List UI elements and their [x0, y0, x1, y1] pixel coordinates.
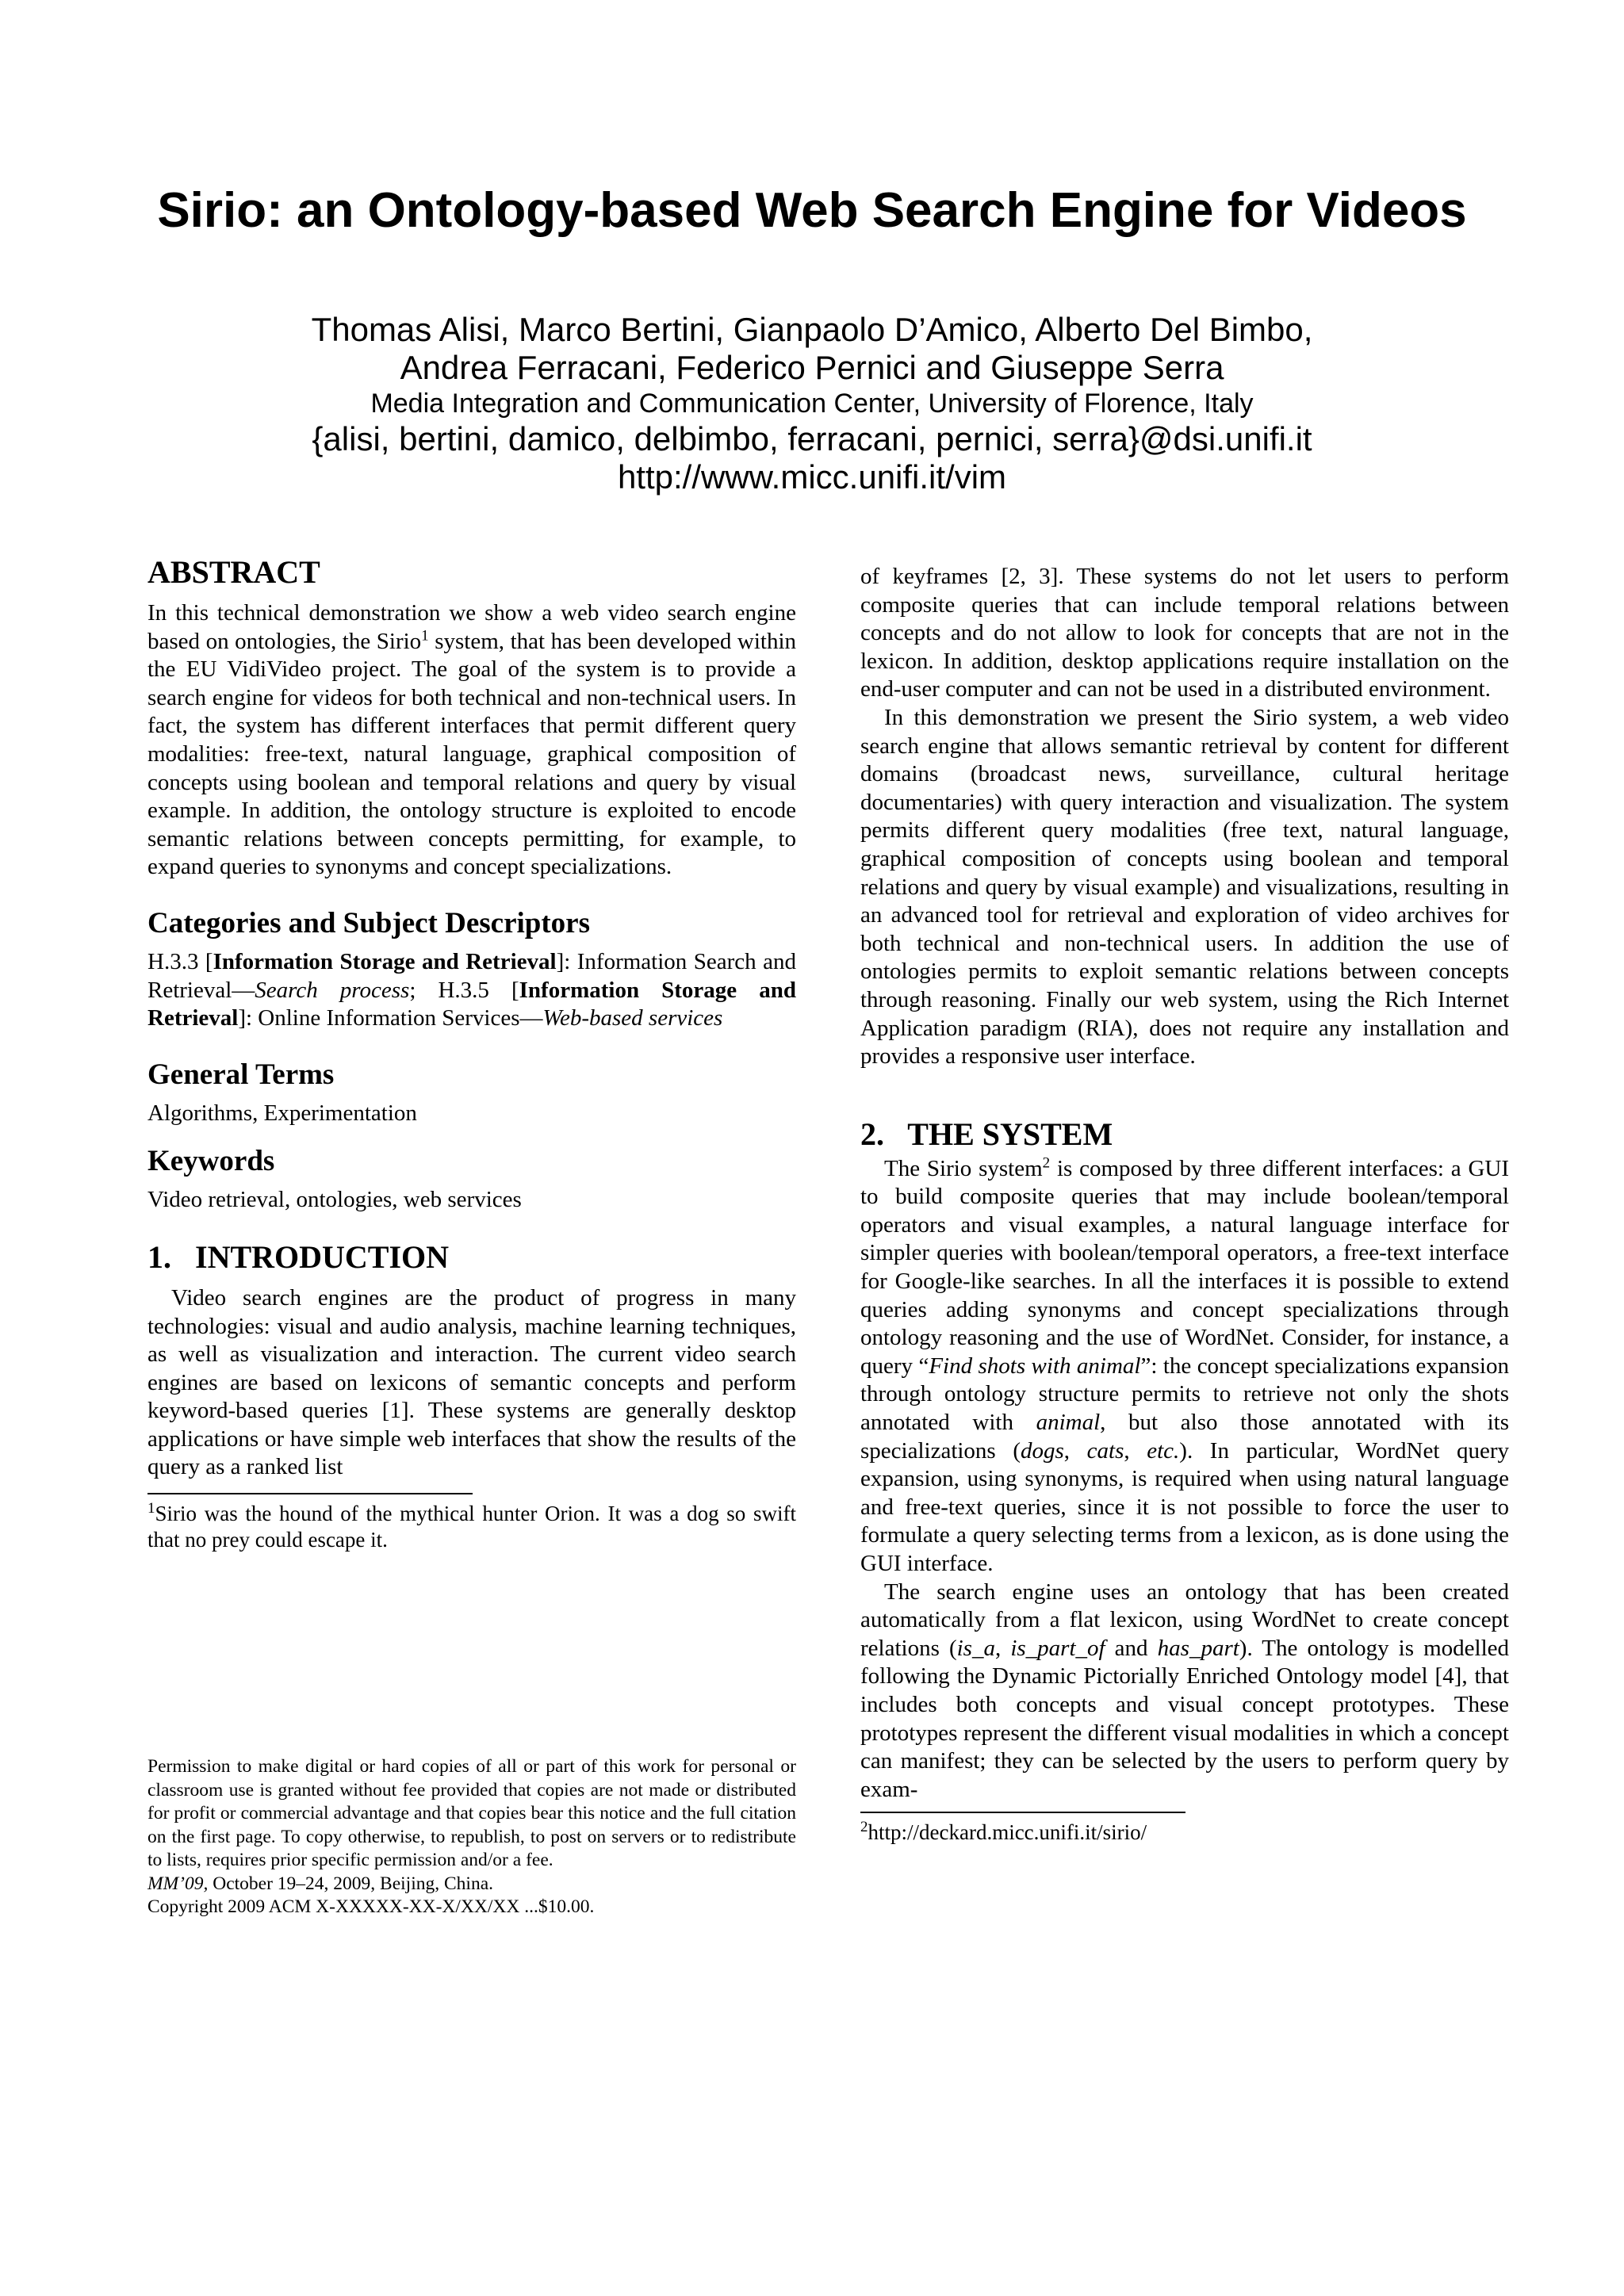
permission-block	[147, 1755, 796, 1919]
keywords-section	[147, 1145, 796, 1215]
term-etc: etc.	[1147, 1437, 1180, 1464]
introduction-section	[147, 1240, 796, 1482]
categories-bold-term: Information Storage and Retrieval	[147, 977, 796, 1031]
system-p1-part: is composed by three different interfaces: a GUI to build composite queries that may include boolean/temporal operators and visual examples, a natural language interface for simpler queries with boolean/temporal operators, a free-text interface for Google-like searches. In all the interfaces it is possible to extend queries adding synonyms and concept specializations through ontology reasoning and the use of WordNet. Consider, for instance, a query “	[860, 1155, 1509, 1379]
system-section	[860, 1117, 1509, 1804]
footnote-marker-1: 1	[421, 626, 429, 644]
system-heading: 2. THE SYSTEM	[860, 1115, 1113, 1152]
introduction-paragraph-2: In this demonstration we present the Sirio system, a web video search engine that allows semantic retrieval by content for different domains (broadcast news, surveillance, cultural heritage documentaries) with query interaction and visualization. The system permits different query modalities (free text, natural language, graphical composition of concepts using boolean and temporal relations and query by visual example) and visualizations, resulting in an advanced tool for retrieval and exploration of video archives for both technical and non-technical users. In addition the use of ontologies permits to exploit semantic relations between concepts through reasoning. Finally our web system, using the Rich Internet Application paradigm (RIA), does not require any installation and provides a responsive user interface.	[860, 704, 1509, 1070]
system-p2-part: The search engine uses an ontology that has been created automatically from a flat lexicon, using WordNet to create concept relations (	[860, 1578, 1509, 1661]
term-dogs: dogs	[1020, 1437, 1064, 1464]
system-paragraph-2	[860, 1578, 1509, 1804]
keywords-text: Video retrieval, ontologies, web services	[147, 1187, 522, 1213]
term-cats: cats	[1086, 1437, 1124, 1464]
categories-text	[147, 948, 796, 1033]
categories-part: H.3.3 [	[147, 948, 213, 974]
abstract-text	[147, 599, 796, 882]
venue-line	[147, 1873, 796, 1896]
system-p1-part: ”: the concept specializations expansion through ontology structure permits to retrieve not only the shots annotated with	[860, 1353, 1509, 1436]
abstract-section	[147, 555, 796, 882]
venue-details: October 19–24, 2009, Beijing, China.	[208, 1873, 493, 1894]
author-emails: {alisi, bertini, damico, delbimbo, ferracani, pernici, serra}@dsi.unifi.it	[312, 420, 1312, 457]
system-p2-separator: ,	[994, 1635, 1011, 1661]
right-column	[860, 563, 1509, 1846]
relation-is-a: is_a	[956, 1635, 995, 1661]
abstract-heading: ABSTRACT	[147, 554, 320, 590]
copyright-line: Copyright 2009 ACM X-XXXXX-XX-X/XX/XX ...$10.00.	[147, 1896, 595, 1917]
categories-section	[147, 907, 796, 1033]
term-animal: animal	[1036, 1410, 1101, 1436]
paper-title: Sirio: an Ontology-based Web Search Engine for Videos	[157, 183, 1467, 238]
introduction-paragraph-1-continued: of keyframes [2, 3]. These systems do not let users to perform composite queries that can include temporal relations between concepts and do not allow to look for concepts that are not in the lexicon. In addition, desktop applications require installation on the end-user computer and can not be used in a distributed environment.	[860, 564, 1509, 702]
author-url: http://www.micc.unifi.it/vim	[617, 458, 1007, 496]
venue-name: MM’09,	[147, 1873, 209, 1894]
categories-italic-term: Web-based services	[542, 1005, 723, 1031]
system-p1-part: , but also those annotated with its specializations (	[860, 1410, 1509, 1464]
footnote-rule	[860, 1812, 1185, 1813]
relation-has-part: has_part	[1157, 1635, 1239, 1661]
left-column	[147, 555, 796, 1553]
footnote-2	[860, 1820, 1509, 1846]
relation-is-part-of: is_part_of	[1010, 1635, 1105, 1661]
system-p1-separator: ,	[1063, 1437, 1087, 1464]
categories-italic-term: Search process	[255, 977, 410, 1003]
introduction-heading: 1. INTRODUCTION	[147, 1238, 450, 1275]
footnote-rule	[147, 1493, 473, 1494]
author-names-line-1: Thomas Alisi, Marco Bertini, Gianpaolo D’Amico, Alberto Del Bimbo,	[311, 311, 1313, 348]
general-terms-text: Algorithms, Experimentation	[147, 1100, 417, 1126]
system-p1-separator: ,	[1124, 1437, 1147, 1464]
categories-heading: Categories and Subject Descriptors	[147, 906, 590, 939]
system-p1-part: The Sirio system	[884, 1155, 1043, 1181]
categories-part: ]: Online Information Services—	[238, 1005, 543, 1031]
introduction-paragraph-1: Video search engines are the product of progress in many technologies: visual and audio analysis, machine learning techniques, as well as visualization and interaction. The current video search engines are based on lexicons of semantic concepts and perform keyword-based queries [1]. These systems are generally desktop applications or have simple web interfaces that show the results of the query as a ranked list	[147, 1284, 796, 1480]
general-terms-section	[147, 1058, 796, 1128]
permission-text: Permission to make digital or hard copies of all or part of this work for personal or classroom use is granted without fee provided that copies are not made or distributed for profit or commercial advantage and that copies bear this notice and the full citation on the first page. To copy otherwise, to republish, to post on servers or to redistribute to lists, requires prior specific permission and/or a fee.	[147, 1756, 796, 1870]
abstract-text-part-a: In this technical demonstration we show a web video search engine based on ontologies, the Sirio	[147, 600, 796, 654]
system-paragraph-1	[860, 1155, 1509, 1578]
system-p2-part: ). The ontology is modelled following the Dynamic Pictorially Enriched Ontology model [4], that includes both concepts and visual concept prototypes. These prototypes represent the different visual modalities in which a concept can manifest; they can be selected by the users to perform query by exam-	[860, 1635, 1510, 1802]
abstract-text-part-b: system, that has been developed within the EU VidiVideo project. The goal of the system is to provide a search engine for videos for both technical and non-technical users. In fact, the system has different interfaces that permit different query modalities: free-text, natural language, graphical composition of concepts using boolean and temporal relations and query by visual example. In addition, the ontology structure is exploited to encode semantic relations between concepts permitting, for example, to expand queries to synonyms and concept specializations.	[147, 628, 796, 880]
general-terms-heading: General Terms	[147, 1058, 335, 1091]
categories-part: ; H.3.5 [	[409, 977, 519, 1003]
author-block	[0, 311, 1624, 496]
categories-bold-term: Information Storage and Retrieval	[213, 948, 557, 974]
footnote-1-text: Sirio was the hound of the mythical hunter Orion. It was a dog so swift that no prey could escape it.	[147, 1502, 796, 1552]
footnote-marker-2: 2	[1042, 1154, 1051, 1172]
author-names-line-2: Andrea Ferracani, Federico Pernici and Giuseppe Serra	[400, 349, 1224, 386]
keywords-heading: Keywords	[147, 1145, 275, 1178]
system-p2-separator: and	[1105, 1635, 1158, 1661]
footnote-2-mark: 2	[860, 1819, 868, 1836]
affiliation: Media Integration and Communication Center, University of Florence, Italy	[370, 388, 1254, 419]
footnote-1-mark: 1	[147, 1500, 155, 1517]
system-p1-part: ). In particular, WordNet query expansion, using synonyms, is required when using natural language and free-text queries, since it is not possible to force the user to formulate a query selecting terms from a lexicon, as is done using the GUI interface.	[860, 1437, 1510, 1576]
example-query: Find shots with animal	[929, 1353, 1141, 1379]
categories-part: ]: Information Search and Retrieval—	[147, 948, 796, 1003]
footnote-1	[147, 1501, 796, 1553]
footnote-2-url[interactable]: http://deckard.micc.unifi.it/sirio/	[868, 1820, 1147, 1845]
